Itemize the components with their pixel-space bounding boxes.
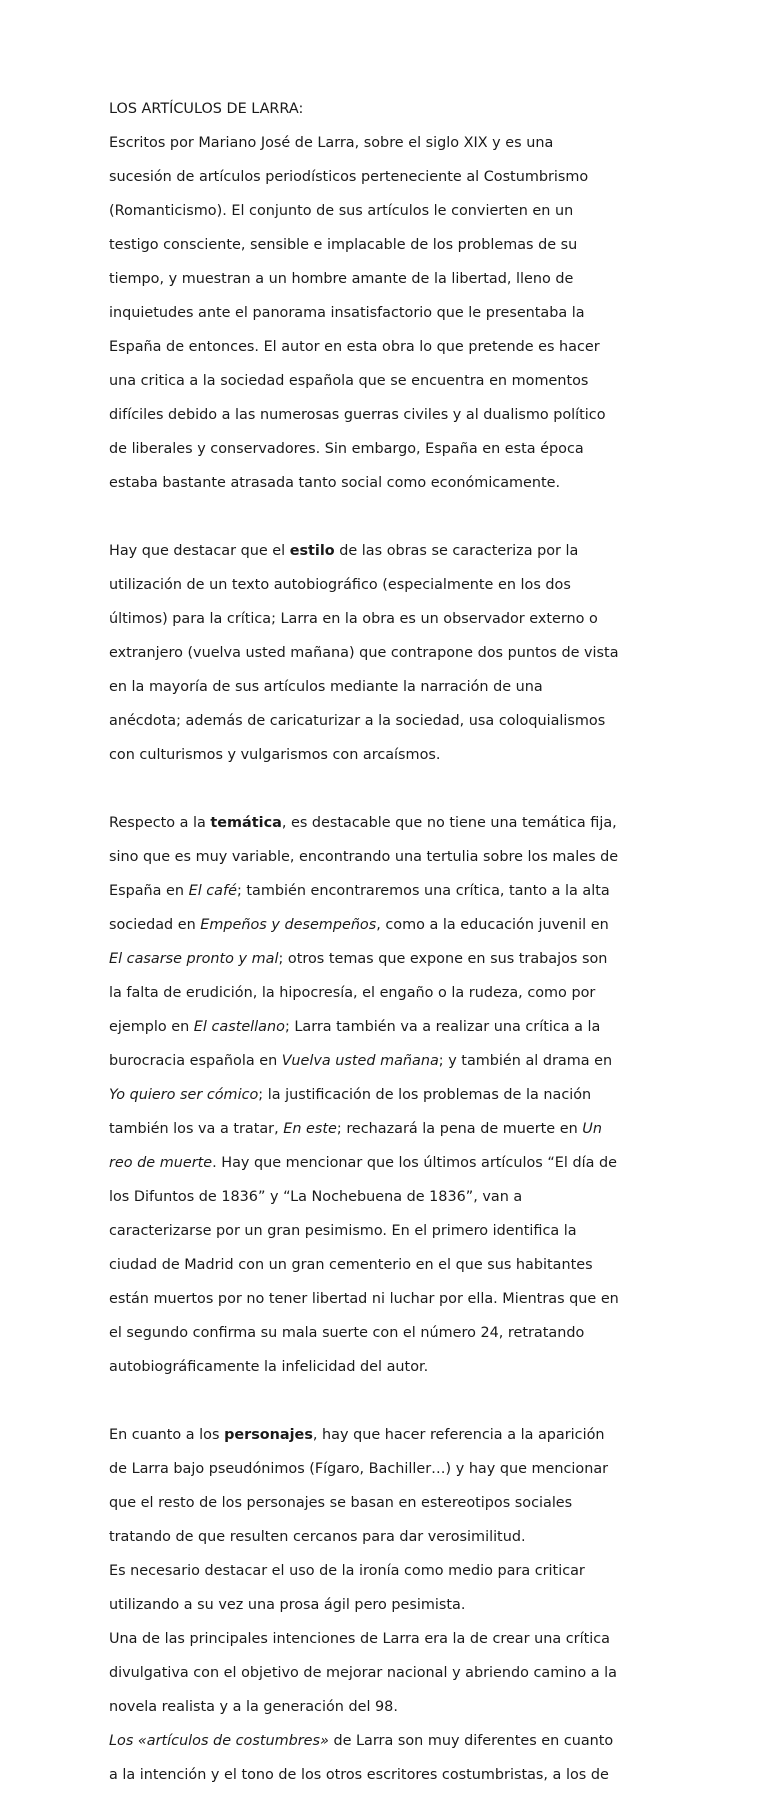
work-title: El casarse pronto y mal [109,951,279,967]
text-line: la falta de erudición, la hipocresía, el engaño o la rudeza, como por [109,985,596,1001]
characters-paragraph [109,1410,669,1801]
work-title: El café [188,883,237,899]
text-line [109,1087,669,1104]
text-run: ejemplo en [109,1019,194,1035]
text-line: caracterizarse por un gran pesimismo. En el primero identifica la [109,1223,577,1239]
text-line: inquietudes ante el panorama insatisfactorio que le presentaba la [109,305,585,321]
text-run: . Hay que mencionar que los últimos artículos “El día de [212,1155,617,1171]
text-line: a la intención y el tono de los otros escritores costumbristas, a los de [109,1767,609,1783]
document-page [109,84,669,1801]
text-line: de Larra bajo pseudónimos (Fígaro, Bachiller…) y hay que mencionar [109,1461,609,1477]
text-run: burocracia española en [109,1053,282,1069]
text-line: que el resto de los personajes se basan en estereotipos sociales [109,1495,573,1511]
work-title: Empeños y desempeños [200,917,377,933]
text-run: ; y también al drama en [438,1053,613,1069]
text-line [109,917,669,934]
text-line: divulgativa con el objetivo de mejorar nacional y abriendo camino a la [109,1665,617,1681]
text-line: difíciles debido a las numerosas guerras civiles y al dualismo político [109,407,606,423]
text-line: últimos) para la crítica; Larra en la obra es un observador externo o [109,611,598,627]
text-line: autobiográficamente la infelicidad del autor. [109,1359,429,1375]
text-line [109,883,669,900]
text-line [109,543,669,560]
text-line [109,1427,669,1444]
text-run: , como a la educación juvenil en [376,917,609,933]
text-run: ; Larra también va a realizar una crítica a la [284,1019,601,1035]
text-run: ; rechazará la pena de muerte en [336,1121,583,1137]
work-title: En este [283,1121,337,1137]
text-line: están muertos por no tener libertad ni luchar por ella. Mientras que en [109,1291,619,1307]
text-line: utilizando a su vez una prosa ágil pero pesimista. [109,1597,466,1613]
text-run: de las obras se caracteriza por la [334,543,579,559]
text-line [109,1155,669,1172]
text-line: estaba bastante atrasada tanto social como económicamente. [109,475,561,491]
text-line: utilización de un texto autobiográfico (especialmente en los dos [109,577,571,593]
text-line: tiempo, y muestran a un hombre amante de la libertad, lleno de [109,271,574,287]
theme-paragraph [109,798,669,1393]
text-run: ; la justificación de los problemas de la nación [258,1087,592,1103]
text-run: , es destacable que no tiene una temática fija, [281,815,617,831]
text-line: con culturismos y vulgarismos con arcaísmos. [109,747,441,763]
text-run: sociedad en [109,917,201,933]
text-run: de Larra son muy diferentes en cuanto [328,1733,614,1749]
text-line: sucesión de artículos periodísticos perteneciente al Costumbrismo [109,169,589,185]
text-run: ; también encontraremos una crítica, tanto a la alta [236,883,610,899]
text-run: Hay que destacar que el [109,543,290,559]
keyword-tematica: temática [210,815,282,831]
work-title: Un [582,1121,602,1137]
keyword-estilo: estilo [289,543,335,559]
text-line: en la mayoría de sus artículos mediante la narración de una [109,679,543,695]
text-line: Escritos por Mariano José de Larra, sobre el siglo XIX y es una [109,135,554,151]
document-title: LOS ARTÍCULOS DE LARRA: [109,101,304,117]
text-line [109,1121,669,1138]
text-line: sino que es muy variable, encontrando una tertulia sobre los males de [109,849,619,865]
text-line: una critica a la sociedad española que se encuentra en momentos [109,373,589,389]
text-line [109,1019,669,1036]
text-line: Es necesario destacar el uso de la ironía como medio para criticar [109,1563,585,1579]
work-title: El castellano [193,1019,285,1035]
work-title: reo de muerte [109,1155,213,1171]
text-line [109,1733,669,1750]
work-title: Vuelva usted mañana [281,1053,439,1069]
text-run: ; otros temas que expone en sus trabajos son [278,951,608,967]
text-line: (Romanticismo). El conjunto de sus artículos le convierten en un [109,203,574,219]
text-line: anécdota; además de caricaturizar a la sociedad, usa coloquialismos [109,713,606,729]
text-run: , hay que hacer referencia a la aparición [312,1427,605,1443]
style-paragraph [109,526,669,781]
text-line: testigo consciente, sensible e implacable de los problemas de su [109,237,578,253]
text-run: En cuanto a los [109,1427,225,1443]
text-line: Una de las principales intenciones de Larra era la de crear una crítica [109,1631,610,1647]
text-line [109,1053,669,1070]
text-run: Respecto a la [109,815,211,831]
text-run: España en [109,883,189,899]
text-line [109,951,669,968]
text-line: España de entonces. El autor en esta obra lo que pretende es hacer [109,339,600,355]
keyword-personajes: personajes [224,1427,313,1443]
text-line [109,815,669,832]
text-run: también los va a tratar, [109,1121,284,1137]
text-line: de liberales y conservadores. Sin embargo, España en esta época [109,441,584,457]
work-title: Los «artículos de costumbres» [109,1733,329,1749]
intro-paragraph [109,84,669,509]
text-line: los Difuntos de 1836” y “La Nochebuena de 1836”, van a [109,1189,523,1205]
text-line: novela realista y a la generación del 98. [109,1699,398,1715]
work-title: Yo quiero ser cómico [109,1087,259,1103]
text-line: el segundo confirma su mala suerte con el número 24, retratando [109,1325,585,1341]
text-line: extranjero (vuelva usted mañana) que contrapone dos puntos de vista [109,645,619,661]
text-line: ciudad de Madrid con un gran cementerio en el que sus habitantes [109,1257,593,1273]
text-line: tratando de que resulten cercanos para dar verosimilitud. [109,1529,526,1545]
